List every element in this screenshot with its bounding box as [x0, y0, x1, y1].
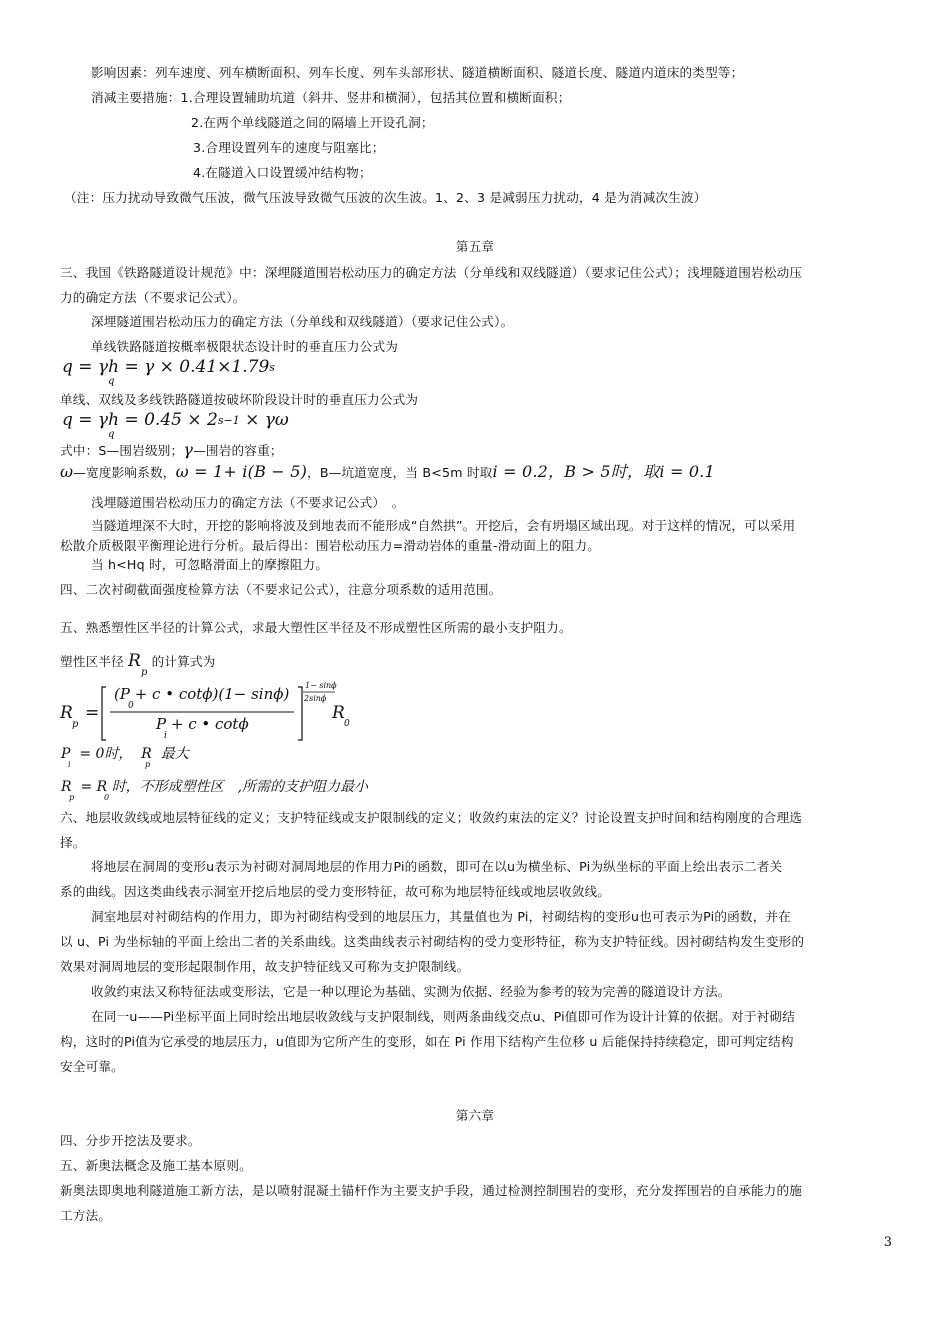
text-line: 松散介质极限平衡理论进行分析。最后得出：围岩松动压力=滑动岩体的重量-滑动面上的阻力。 — [60, 538, 601, 553]
section-heading: 六、地层收敛线或地层特征线的定义；支护特征线或支护限制线的定义；收敛约束法的定义？讨论设置支护时间和结构刚度的合理选 — [60, 810, 803, 825]
formula-plastic-radius: R p = (P + c • cotϕ)(1− sinϕ) 0 P + c • cotϕ i 1− sinϕ 2sinϕ R 0 — [60, 681, 350, 741]
text-line: 单线、双线及多线铁路隧道按破坏阶段设计时的垂直压力公式为 — [60, 392, 419, 407]
section-heading: 择。 — [60, 835, 86, 850]
text-line: 在同一u——Pi坐标平面上同时绘出地层收敛线与支护限制线，则两条曲线交点u、Pi值即可作为设计计算的依据。对于衬砌结 — [91, 1009, 796, 1024]
text-line: 效果对洞周地层的变形起限制作用，故支护特征线又可称为支护限制线。 — [60, 959, 470, 974]
text-line: 3.合理设置列车的速度与阻塞比； — [193, 140, 385, 155]
text-line: 安全可靠。 — [60, 1059, 124, 1074]
text-line: 深埋隧道围岩松动压力的确定方法（分单线和双线隧道）（要求记住公式）。 — [91, 314, 514, 329]
text-line: 系的曲线。因这类曲线表示洞室开挖后地层的受力变形特征，故可称为地层特征线或地层收敛线。 — [60, 884, 611, 899]
text-line: 工方法。 — [60, 1208, 112, 1223]
chapter-heading: 第五章 — [455, 239, 495, 254]
text-line: 洞室地层对衬砌结构的作用力，即为衬砌结构受到的地层压力，其量值也为 Pi，衬砌结构的变形u也可表示为Pi的函数，并在 — [91, 909, 792, 924]
text-line: 新奥法即奥地利隧道施工新方法，是以喷射混凝土锚杆作为主要支护手段，通过检测控制围岩的变形，充分发挥围岩的自承能力的施 — [60, 1183, 803, 1198]
text-line: 4.在隧道入口设置缓冲结构物； — [193, 165, 372, 180]
text-line: 构，这时的Pi值为它承受的地层压力，u值即为它所产生的变形，如在 Pi 作用下结构产生位移 u 后能保持持续稳定，即可判定结构 — [60, 1034, 794, 1049]
section-heading: 五、新奥法概念及施工基本原则。 — [60, 1158, 252, 1173]
text-line: 影响因素：列车速度、列车横断面积、列车长度、列车头部形状、隧道横断面积、隧道长度、隧道内道床的类型等； — [91, 65, 744, 80]
section-heading: 三、我国《铁路隧道设计规范》中：深埋隧道围岩松动压力的确定方法（分单线和双线隧道）（要求记住公式）；浅埋隧道围岩松动压 — [60, 265, 803, 280]
page-number: 3 — [883, 1235, 892, 1250]
text-line: 当 h<Hq 时，可忽略滑面上的摩擦阻力。 — [91, 557, 329, 572]
note-line: （注：压力扰动导致微气压波，微气压波导致微气压波的次生波。1、2、3 是减弱压力扰动，4 是为消减次生波） — [64, 190, 707, 205]
text-line: 塑性区半径 $R_p$的计算式为 — [60, 651, 216, 678]
text-line: 单线铁路隧道按概率极限状态设计时的垂直压力公式为 — [91, 339, 399, 354]
text-line: 以 u、Pi 为坐标轴的平面上绘出二者的关系曲线。这类曲线表示衬砌结构的受力变形特征，称为支护特征线。因衬砌结构发生变形的 — [60, 934, 805, 949]
section-heading: 力的确定方法（不要求记公式）。 — [60, 290, 246, 305]
text-line: 消减主要措施：1.合理设置辅助坑道（斜井、竖井和横洞），包括其位置和横断面积； — [91, 90, 571, 105]
symbol-definition: 式中：S—围岩级别；γ—围岩的容重； — [60, 440, 283, 459]
chapter-heading: 第六章 — [455, 1108, 495, 1123]
document-page: 影响因素：列车速度、列车横断面积、列车长度、列车头部形状、隧道横断面积、隧道长度、隧道内道床的类型等； 消减主要措施：1.合理设置辅助坑道（斜井、竖井和横洞），包括其位置和横断面积； 2.在两个单线隧道之间的隔墙上开设孔洞； 3.合理设置列车的速度与阻塞比； 4.在隧道入口设置缓冲结构物； （注：压力扰动导致微气压波，微气压波导致微气压波的次生波。1、2、3 是减弱压力扰动，4 是为消减次生波） 第五章 三、我国《铁路隧道设计规范》中：深埋隧道围岩松动压力的确定方法（分单线和双线隧道）（要求记住公式）；浅埋隧道围岩松动压 力的确定方法（不要求记公式）。 深埋隧道围岩松动压力的确定方法（分单线和双线隧道）（要求记住公式）。 单线铁路隧道按概率极限状态设计时的垂直压力公式为 q = γh = γ × 0.41×1.79s q 单线、双线及多线铁路隧道按破坏阶段设计时的垂直压力公式为 q = γh = 0.45 × 2s−1 × γω q 式中：S—围岩级别；γ—围岩的容重； ω—宽度影响系数，ω = 1+ i(B − 5)，B—坑道宽度，当 B<5m 时取i = 0.2，B > 5时，取i = 0.1 浅埋隧道围岩松动压力的确定方法（不要求记公式） 。 当隧道埋深不大时，开挖的影响将波及到地表而不能形成“自然拱”。开挖后，会有坍塌区域出现。对于这样的情况，可以采用 松散介质极限平衡理论进行分析。最后得出：围岩松动压力=滑动岩体的重量-滑动面上的阻力。 当 h<Hq 时，可忽略滑面上的摩擦阻力。 四、二次衬砌截面强度检算方法（不要求记公式），注意分项系数的适用范围。 五、熟悉塑性区半径的计算公式，求最大塑性区半径及不形成塑性区所需的最小支护阻力。 塑性区半径 $R_p$的计算式为 R p = (P + c • cotϕ)(1− sinϕ) 0 P + c • cotϕ i 1− sinϕ 2sinϕ R 0 P = 0时， R 最大 i p R = R 时，不形成塑性区 ,所需的支护阻力最小 p 0 六、地层收敛线或地层特征线的定义；支护特征线或支护限制线的定义；收敛约束法的定义？讨论设置支护时间和结构刚度的合理选 择。 将地层在洞周的变形u表示为衬砌对洞周地层的作用力Pi的函数，即可在以u为横坐标、Pi为纵坐标的平面上绘出表示二者关 系的曲线。因这类曲线表示洞室开挖后地层的受力变形特征，故可称为地层特征线或地层收敛线。 洞室地层对衬砌结构的作用力，即为衬砌结构受到的地层压力，其量值也为 Pi，衬砌结构的变形u也可表示为Pi的函数，并在 以 u、Pi 为坐标轴的平面上绘出二者的关系曲线。这类曲线表示衬砌结构的受力变形特征，称为支护特征线。因衬砌结构发生变形的 效果对洞周地层的变形起限制作用，故支护特征线又可称为支护限制线。 收敛约束法又称特征法或变形法，它是一种以理论为基础、实测为依据、经验为参考的较为完善的隧道设计方法。 在同一u——Pi坐标平面上同时绘出地层收敛线与支护限制线，则两条曲线交点u、Pi值即可作为设计计算的依据。对于衬砌结 构，这时的Pi值为它承受的地层压力，u值即为它所产生的变形，如在 Pi 作用下结构产生位移 u 后能保持持续稳定，即可判定结构 安全可靠。 第六章 四、分步开挖法及要求。 五、新奥法概念及施工基本原则。 新奥法即奥地利隧道施工新方法，是以喷射混凝土锚杆作为主要支护手段，通过检测控制围岩的变形，充分发挥围岩的自承能力的施 工方法。 3 — [0, 0, 950, 1344]
symbol-definition: ω—宽度影响系数，ω = 1+ i(B − 5)，B—坑道宽度，当 B<5m 时取i = 0.2，B > 5时，取i = 0.1 — [60, 462, 715, 481]
text-line: 当隧道埋深不大时，开挖的影响将波及到地表而不能形成“自然拱”。开挖后，会有坍塌区域出现。对于这样的情况，可以采用 — [91, 518, 796, 533]
section-heading: 四、二次衬砌截面强度检算方法（不要求记公式），注意分项系数的适用范围。 — [60, 582, 502, 597]
text-line: 将地层在洞周的变形u表示为衬砌对洞周地层的作用力Pi的函数，即可在以u为横坐标、Pi为纵坐标的平面上绘出表示二者关 — [91, 859, 783, 874]
text-line: 浅埋隧道围岩松动压力的确定方法（不要求记公式） 。 — [91, 495, 405, 510]
section-heading: 四、分步开挖法及要求。 — [60, 1133, 201, 1148]
section-heading: 五、熟悉塑性区半径的计算公式，求最大塑性区半径及不形成塑性区所需的最小支护阻力。 — [60, 620, 572, 635]
text-line: 2.在两个单线隧道之间的隔墙上开设孔洞； — [191, 115, 434, 130]
text-line: 收敛约束法又称特征法或变形法，它是一种以理论为基础、实测为依据、经验为参考的较为完善的隧道设计方法。 — [91, 984, 731, 999]
